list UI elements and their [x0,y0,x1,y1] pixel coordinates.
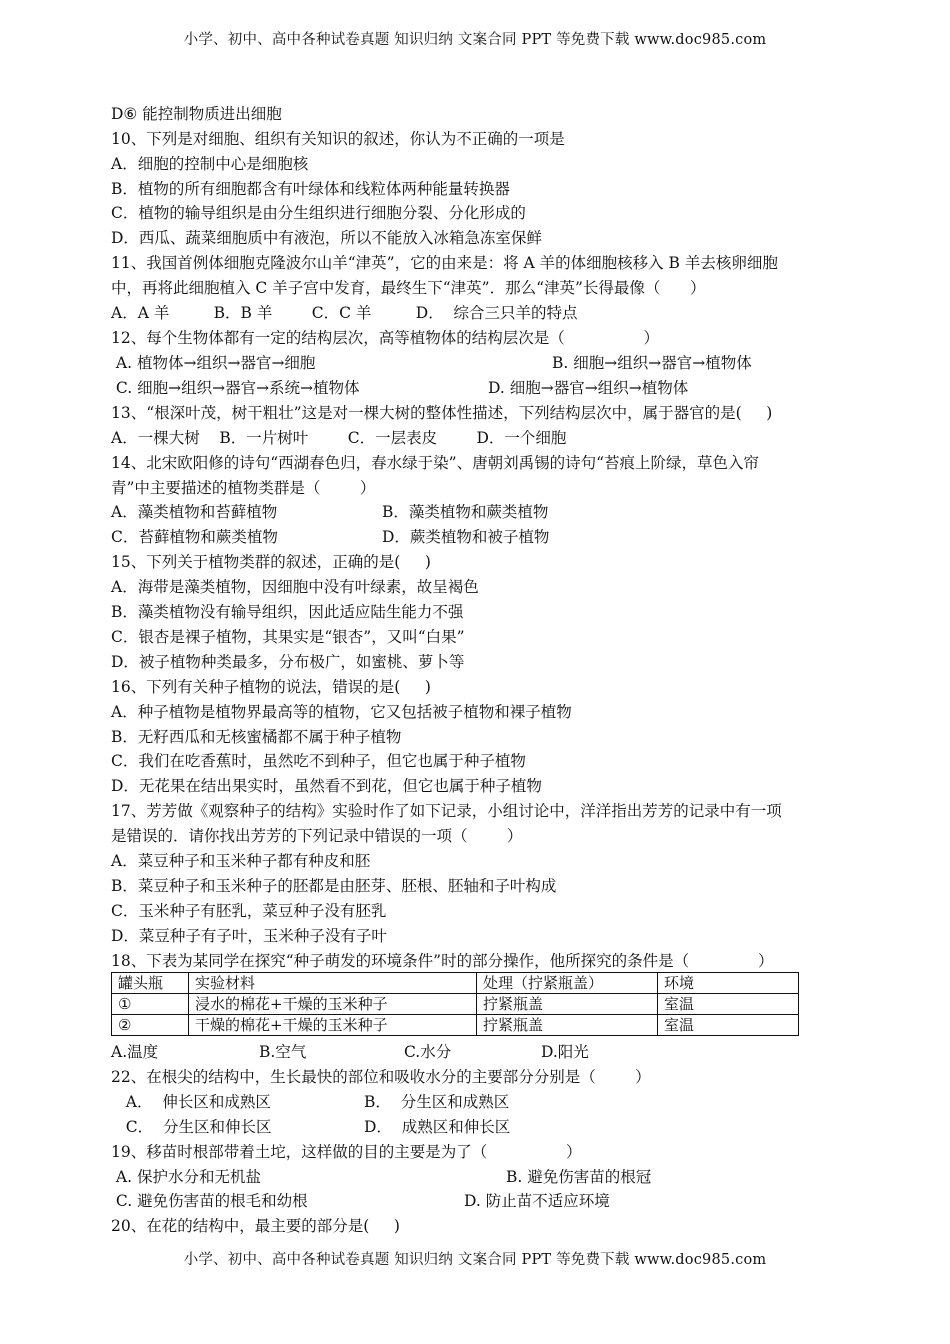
option-text: B．藻类植物没有输导组织，因此适应陆生能力不强 [111,603,464,621]
question-14-cont: 青”中主要描述的植物类群是（ ） [111,479,376,497]
option-text: A．菜豆种子和玉米种子都有种皮和胚 [111,852,371,870]
table-cell: 拧紧瓶盖 [477,1015,658,1036]
option-text: D.阳光 [541,1043,589,1061]
option-text: D． 成熟区和伸长区 [364,1118,511,1136]
option-text: A．细胞的控制中心是细胞核 [111,155,309,173]
option-text: B．藻类植物和蕨类植物 [382,503,549,521]
option-text: C.水分 [404,1043,452,1061]
option-text: D. 防止苗不适应环境 [464,1192,610,1210]
option-text: A． 伸长区和成熟区 [111,1093,271,1111]
question-10: 10、下列是对细胞、组织有关知识的叙述，你认为不正确的一项是 [111,130,565,148]
question-20: 20、在花的结构中，最主要的部分是( ) [111,1217,400,1235]
option-text: A. 植物体→组织→器官→细胞 [111,354,316,372]
page-footer: 小学、初中、高中各种试卷真题 知识归纳 文案合同 PPT 等免费下载 www.doc985.com [183,1252,767,1268]
option-text: C. 细胞→组织→器官→系统→植物体 [111,379,360,397]
table-cell: 室温 [658,1015,799,1036]
table-cell: ② [112,1015,189,1036]
option-text: C．植物的输导组织是由分生组织进行细胞分裂、分化形成的 [111,204,526,222]
option-text: B．无籽西瓜和无核蜜橘都不属于种子植物 [111,728,402,746]
table-cell: 室温 [658,994,799,1015]
option-text: A．A 羊 B．B 羊 C．C 羊 D． 综合三只羊的特点 [111,304,578,322]
option-text: D．菜豆种子有子叶，玉米种子没有子叶 [111,927,387,945]
option-text: B.空气 [259,1043,307,1061]
table-header-cell: 罐头瓶 [112,973,189,994]
table-header-cell: 环境 [658,973,799,994]
page-header: 小学、初中、高中各种试卷真题 知识归纳 文案合同 PPT 等免费下载 www.doc985.com [183,32,767,48]
option-text: C．我们在吃香蕉时，虽然吃不到种子，但它也属于种子植物 [111,752,526,770]
question-12: 12、每个生物体都有一定的结构层次，高等植物体的结构层次是（ ） [111,329,660,347]
table-cell: ① [112,994,189,1015]
option-text: C． 分生区和伸长区 [111,1118,272,1136]
option-text: A．一棵大树 B．一片树叶 C．一层表皮 D．一个细胞 [111,429,567,447]
question-19: 19、移苗时根部带着土坨，这样做的目的主要是为了（ ） [111,1143,582,1161]
option-text: A．藻类植物和苔藓植物 [111,503,278,521]
option-text: B. 避免伤害苗的根冠 [506,1168,652,1186]
question-15: 15、下列关于植物类群的叙述，正确的是( ) [111,553,431,571]
option-text: C. 避免伤害苗的根毛和幼根 [111,1192,308,1210]
question-13: 13、“根深叶茂，树干粗壮”这是对一棵大树的整体性描述，下列结构层次中，属于器官的是( ) [111,404,773,422]
question-18: 18、下表为某同学在探究“种子萌发的环境条件”时的部分操作，他所探究的条件是（ ） [111,952,774,970]
option-text: A.温度 [111,1043,159,1061]
option-text: B. 细胞→组织→器官→植物体 [552,354,752,372]
option-text: D⑥ 能控制物质进出细胞 [111,105,282,123]
table-row [112,1015,799,1036]
option-text: C．银杏是裸子植物，其果实是“银杏”，又叫“白果” [111,628,465,646]
question-16: 16、下列有关种子植物的说法，错误的是( ) [111,678,431,696]
option-text: C．玉米种子有胚乳，菜豆种子没有胚乳 [111,902,387,920]
experiment-table [111,972,799,1036]
question-11: 11、我国首例体细胞克隆波尔山羊“津英”，它的由来是：将 A 羊的体细胞核移入 B 羊去核卵细胞 [111,254,778,272]
question-17: 17、芳芳做《观察种子的结构》实验时作了如下记录，小组讨论中，洋洋指出芳芳的记录中有一项 [111,802,782,820]
option-text: D．西瓜、蔬菜细胞质中有液泡，所以不能放入冰箱急冻室保鲜 [111,229,542,247]
table-header-cell: 实验材料 [189,973,477,994]
table-header-cell: 处理（拧紧瓶盖） [477,973,658,994]
question-22: 22、在根尖的结构中，生长最快的部位和吸收水分的主要部分分别是（ ） [111,1068,651,1086]
option-text: A．种子植物是植物界最高等的植物，它又包括被子植物和裸子植物 [111,703,572,721]
option-text: D．无花果在结出果实时，虽然看不到花，但它也属于种子植物 [111,777,542,795]
table-cell: 拧紧瓶盖 [477,994,658,1015]
option-text: C．苔藓植物和蕨类植物 [111,528,278,546]
option-text: A．海带是藻类植物，因细胞中没有叶绿素，故呈褐色 [111,578,479,596]
option-text: A. 保护水分和无机盐 [111,1168,261,1186]
table-cell: 浸水的棉花+干燥的玉米种子 [189,994,477,1015]
option-text: D. 细胞→器官→组织→植物体 [488,379,689,397]
table-header-row [112,973,799,994]
option-text: B．植物的所有细胞都含有叶绿体和线粒体两种能量转换器 [111,180,510,198]
table-row [112,994,799,1015]
table-cell: 干燥的棉花+干燥的玉米种子 [189,1015,477,1036]
option-text: B． 分生区和成熟区 [364,1093,510,1111]
option-text: D．被子植物种类最多，分布极广，如蜜桃、萝卜等 [111,653,465,671]
question-14: 14、北宋欧阳修的诗句“西湖春色归，春水绿于染”、唐朝刘禹锡的诗句“苔痕上阶绿，草色入帘 [111,454,759,472]
option-text: D．蕨类植物和被子植物 [382,528,550,546]
question-17-cont: 是错误的．请你找出芳芳的下列记录中错误的一项（ ） [111,827,523,845]
option-text: B．菜豆种子和玉米种子的胚都是由胚芽、胚根、胚轴和子叶构成 [111,877,557,895]
question-11-cont: 中，再将此细胞植入 C 羊子宫中发育，最终生下“津英”．那么“津英”长得最像（ ） [111,279,706,297]
